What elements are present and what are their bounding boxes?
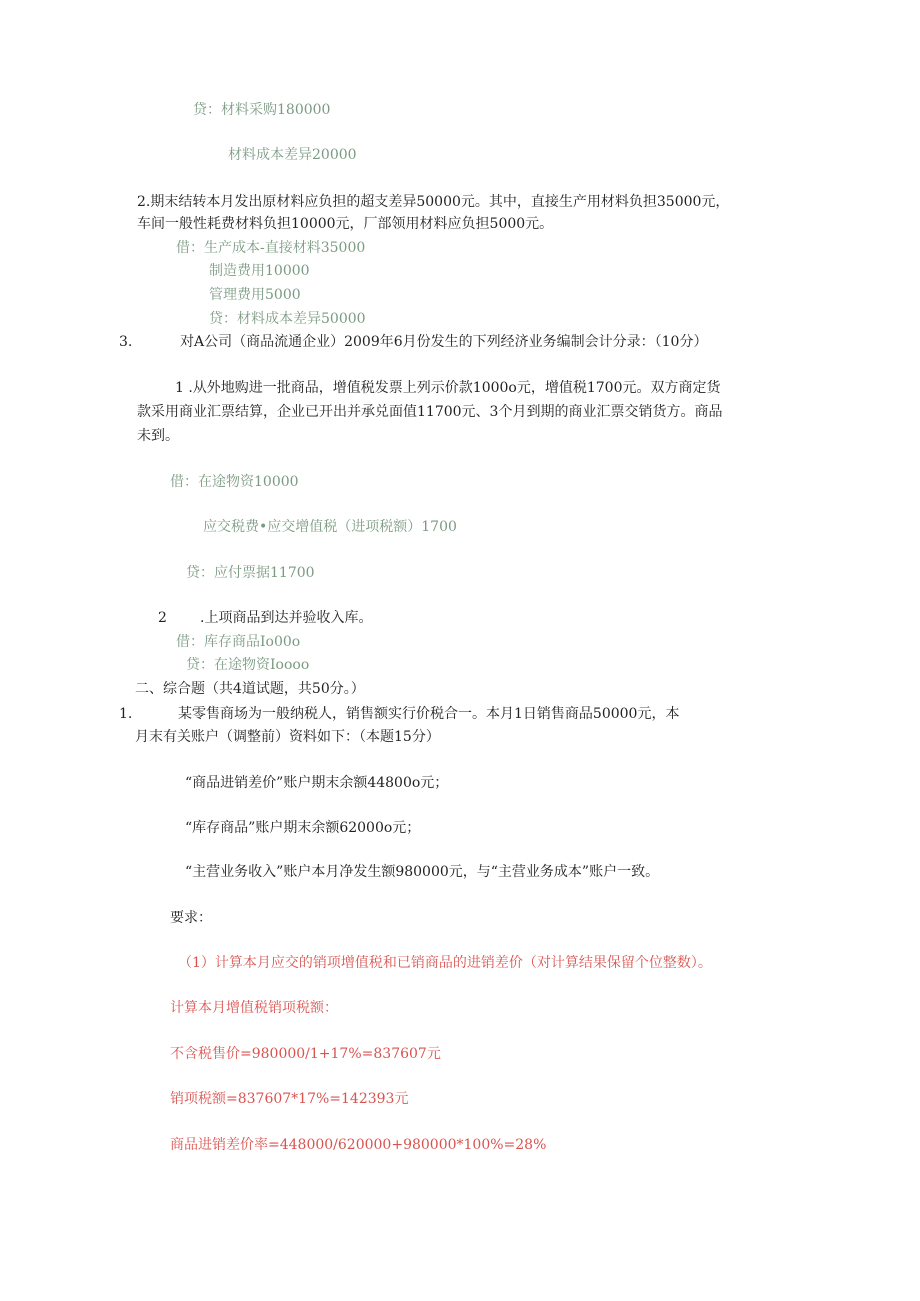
- entry-debit-vat-input: 应交税费•应交增值税（进项税额）1700: [203, 519, 457, 535]
- entry-debit-manufacturing-overhead: 制造费用10000: [209, 263, 310, 279]
- question-3-number: 3.: [119, 334, 133, 350]
- question-2-line-1: 2.期末结转本月发出原材料应负担的超支差异50000元。其中，直接生产用材料负担35000元，: [137, 194, 730, 210]
- entry-debit-production-cost: 借：生产成本-直接材料35000: [176, 240, 366, 256]
- entry-credit-material-variance: 材料成本差异20000: [228, 147, 357, 163]
- comprehensive-q1-number: 1.: [119, 706, 133, 722]
- question-3-item-1-line-1: 1 .从外地购进一批商品，增值税发票上列示价款1000o元，增值税1700元。双方商定货: [175, 380, 721, 396]
- calc-title: 计算本月增值税销项税额：: [170, 1000, 338, 1016]
- entry-debit-inventory: 借：库存商品Io00o: [176, 634, 301, 650]
- comprehensive-q1-line-1: 某零售商场为一般纳税人，销售额实行价税合一。本月1日销售商品50000元，本: [178, 706, 680, 722]
- entry-debit-goods-in-transit: 借：在途物资10000: [170, 474, 299, 490]
- calc-margin-rate: 商品进销差价率=448000/620000+980000*100%=28%: [170, 1137, 547, 1153]
- entry-credit-goods-in-transit: 贷：在途物资Ioooo: [186, 657, 310, 673]
- question-3-title: 对A公司（商品流通企业）2009年6月份发生的下列经济业务编制会计分录：（10分）: [180, 334, 708, 350]
- entry-credit-material-purchase: 贷：材料采购180000: [193, 102, 331, 118]
- entry-credit-variance: 贷：材料成本差异50000: [209, 311, 366, 327]
- requirement-1: （1）计算本月应交的销项增值税和已销商品的进销差价（对计算结果保留个位整数）。: [178, 955, 712, 971]
- section-2-heading: 二、综合题（共4道试题，共50分。）: [135, 681, 365, 697]
- question-3-item-2-text: .上项商品到达并验收入库。: [200, 610, 373, 626]
- entry-debit-admin-expense: 管理费用5000: [209, 287, 301, 303]
- comprehensive-q1-line-2: 月末有关账户（调整前）资料如下：（本题15分）: [135, 729, 440, 745]
- calc-output-tax: 销项税额=837607*17%=142393元: [170, 1091, 409, 1107]
- question-3-item-2-number: 2: [158, 610, 167, 626]
- account-balance-revenue: “主营业务收入”账户本月净发生额980000元，与“主营业务成本”账户一致。: [185, 864, 660, 880]
- question-3-item-1-line-3: 未到。: [137, 428, 179, 444]
- question-2-line-2: 车间一般性耗费材料负担10000元，厂部领用材料应负担5000元。: [137, 216, 554, 232]
- entry-credit-notes-payable: 贷：应付票据11700: [186, 565, 315, 581]
- requirement-label: 要求：: [170, 910, 212, 926]
- question-3-item-1-line-2: 款采用商业汇票结算，企业已开出并承兑面值11700元、3个月到期的商业汇票交销货方。商品: [137, 404, 723, 420]
- account-balance-margin: “商品进销差价”账户期末余额44800o元；: [185, 775, 449, 791]
- calc-pretax-price: 不含税售价=980000/1+17%=837607元: [170, 1046, 441, 1062]
- account-balance-inventory: “库存商品”账户期末余额62000o元；: [185, 820, 421, 836]
